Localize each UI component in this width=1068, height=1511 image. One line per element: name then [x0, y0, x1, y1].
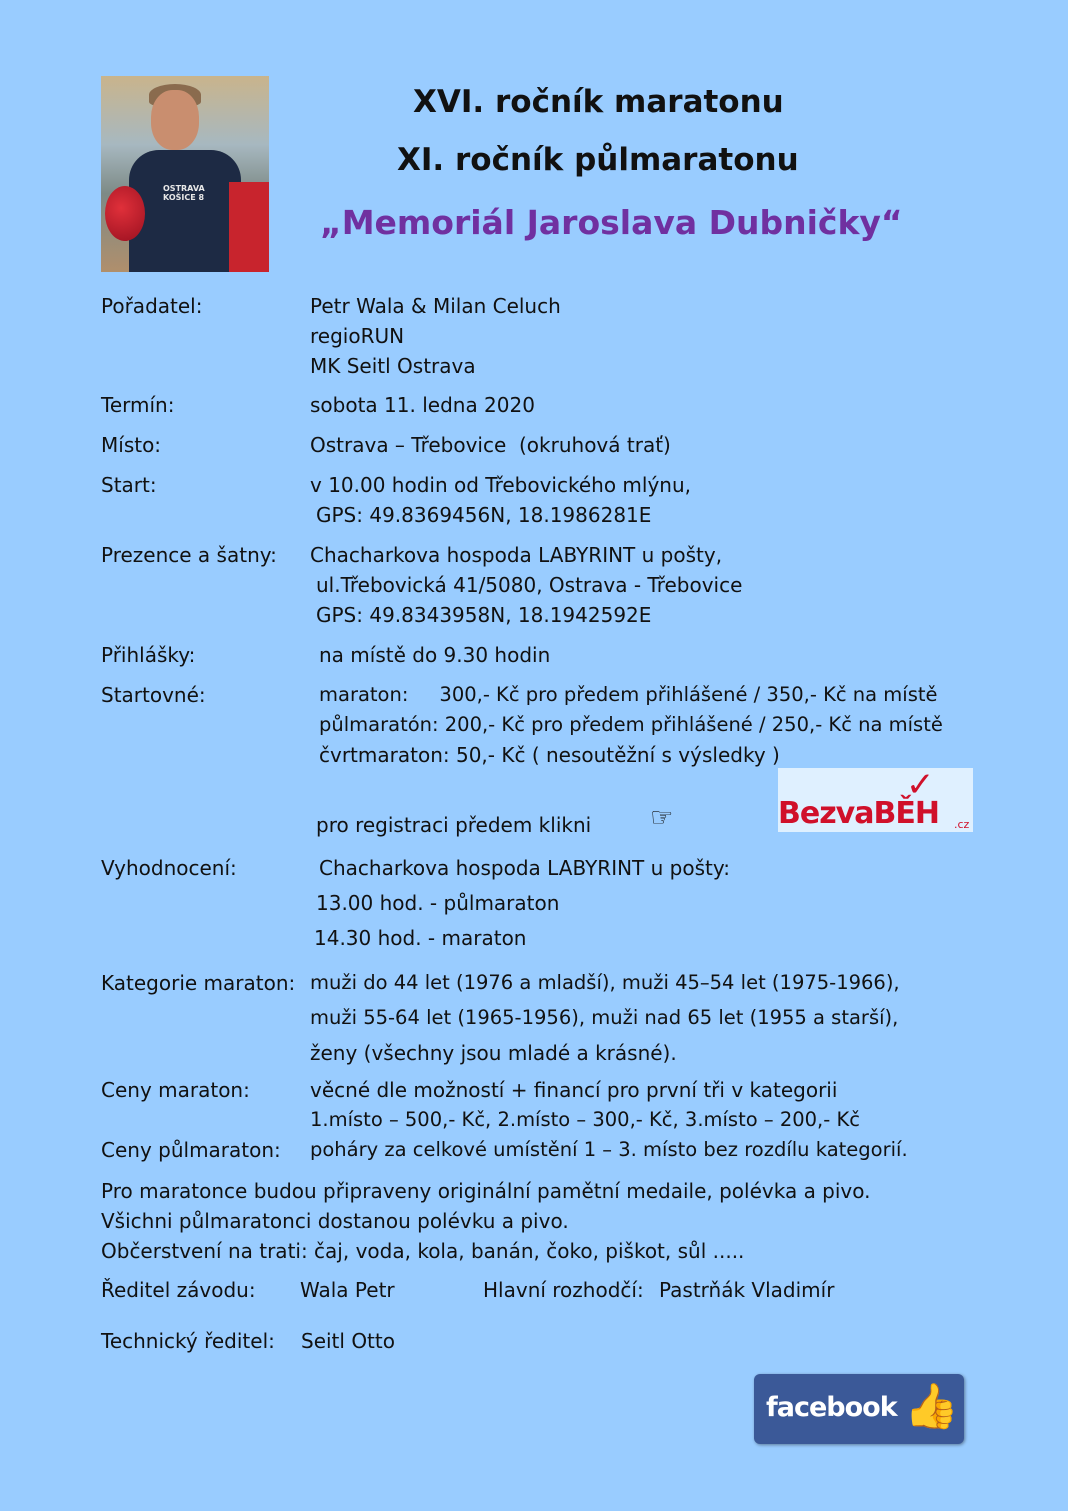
evaluation-line-1: Chacharkova hospoda LABYRINT u pošty:	[319, 856, 730, 880]
label-categories: Kategorie maraton:	[101, 971, 296, 995]
registration-prompt: pro registraci předem klikni	[316, 813, 592, 837]
registration-desk-line-1: Chacharkova hospoda LABYRINT u pošty,	[310, 543, 723, 567]
label-applications: Přihlášky:	[101, 643, 196, 667]
prizes-marathon-line-2: 1.místo – 500,- Kč, 2.místo – 300,- Kč, 3.místo – 200,- Kč	[310, 1108, 860, 1131]
note-half-soup: Všichni půlmaratonci dostanou polévku a pivo.	[101, 1209, 569, 1233]
thumbs-up-icon: 👍	[904, 1381, 959, 1432]
organizer-line-1: Petr Wala & Milan Celuch	[310, 294, 561, 318]
categories-line-1: muži do 44 let (1976 a mladší), muži 45–54 let (1975-1966),	[310, 971, 900, 994]
note-medals: Pro maratonce budou připraveny originální pamětní medaile, polévka a pivo.	[101, 1179, 871, 1203]
bezvabeh-tld: .cz	[954, 818, 970, 831]
organizer-line-3: MK Seitl Ostrava	[310, 354, 476, 378]
entry-fee-marathon: maraton: 300,- Kč pro předem přihlášené / 350,- Kč na místě	[319, 683, 938, 706]
label-race-director: Ředitel závodu:	[101, 1278, 256, 1302]
photo-flowers	[105, 186, 145, 241]
label-evaluation: Vyhodnocení:	[101, 856, 237, 880]
organizer-line-2: regioRUN	[310, 324, 405, 348]
photo-head	[151, 90, 199, 150]
photo-shirt	[129, 150, 241, 272]
categories-line-3: ženy (všechny jsou mladé a krásné).	[310, 1041, 677, 1065]
note-refreshments: Občerstvení na trati: čaj, voda, kola, banán, čoko, piškot, sůl .....	[101, 1239, 745, 1263]
label-place: Místo:	[101, 433, 162, 457]
title-marathon: XVI. ročník maratonu	[413, 84, 784, 120]
race-director-value: Wala Petr	[300, 1278, 395, 1302]
bezvabeh-logo-link[interactable]	[778, 765, 973, 832]
label-chief-referee: Hlavní rozhodčí:	[483, 1278, 644, 1302]
label-date: Termín:	[101, 393, 175, 417]
bezvabeh-logo-text: BezvaBĚH	[778, 796, 939, 831]
label-start: Start:	[101, 473, 157, 497]
registration-desk-line-2: ul.Třebovická 41/5080, Ostrava - Třebovice	[316, 573, 743, 597]
evaluation-line-2: 13.00 hod. - půlmaraton	[316, 891, 560, 915]
label-organizer: Pořadatel:	[101, 294, 203, 318]
photo-red-detail	[229, 182, 269, 272]
checkmark-icon: ✓	[906, 765, 935, 805]
title-half-marathon: XI. ročník půlmaratonu	[397, 142, 799, 178]
prizes-half-value: poháry za celkové umístění 1 – 3. místo bez rozdílu kategorií.	[310, 1138, 908, 1161]
memorial-title: „Memoriál Jaroslava Dubničky“	[320, 203, 903, 242]
label-prizes-marathon: Ceny maraton:	[101, 1078, 250, 1102]
evaluation-line-3: 14.30 hod. - maraton	[314, 926, 527, 950]
photo-shirt-text: OSTRAVA KOŠICE 8	[163, 184, 205, 202]
facebook-logo-text: facebook	[766, 1392, 897, 1423]
entry-fee-quarter: čvrtmaraton: 50,- Kč ( nesoutěžní s výsledky )	[319, 743, 780, 767]
categories-line-2: muži 55-64 let (1965-1956), muži nad 65 let (1955 a starší),	[310, 1006, 899, 1029]
applications-value: na místě do 9.30 hodin	[319, 643, 551, 667]
portrait-photo	[101, 76, 269, 272]
label-registration-desk: Prezence a šatny:	[101, 543, 277, 567]
place-value: Ostrava – Třebovice (okruhová trať)	[310, 433, 671, 457]
entry-fee-half: půlmaratón: 200,- Kč pro předem přihlášené / 250,- Kč na místě	[319, 713, 943, 736]
label-prizes-half: Ceny půlmaraton:	[101, 1138, 281, 1162]
start-gps: GPS: 49.8369456N, 18.1986281E	[316, 503, 652, 527]
label-entry-fee: Startovné:	[101, 683, 206, 707]
facebook-link[interactable]	[754, 1374, 964, 1444]
pointing-hand-icon: ☞	[650, 803, 674, 833]
registration-desk-gps: GPS: 49.8343958N, 18.1942592E	[316, 603, 652, 627]
start-line-1: v 10.00 hodin od Třebovického mlýnu,	[310, 473, 692, 497]
chief-referee-value: Pastrňák Vladimír	[659, 1278, 835, 1302]
prizes-marathon-line-1: věcné dle možností + financí pro první tři v kategorii	[310, 1078, 838, 1102]
date-value: sobota 11. ledna 2020	[310, 393, 535, 417]
label-technical-director: Technický ředitel:	[101, 1329, 275, 1353]
technical-director-value: Seitl Otto	[301, 1329, 395, 1353]
